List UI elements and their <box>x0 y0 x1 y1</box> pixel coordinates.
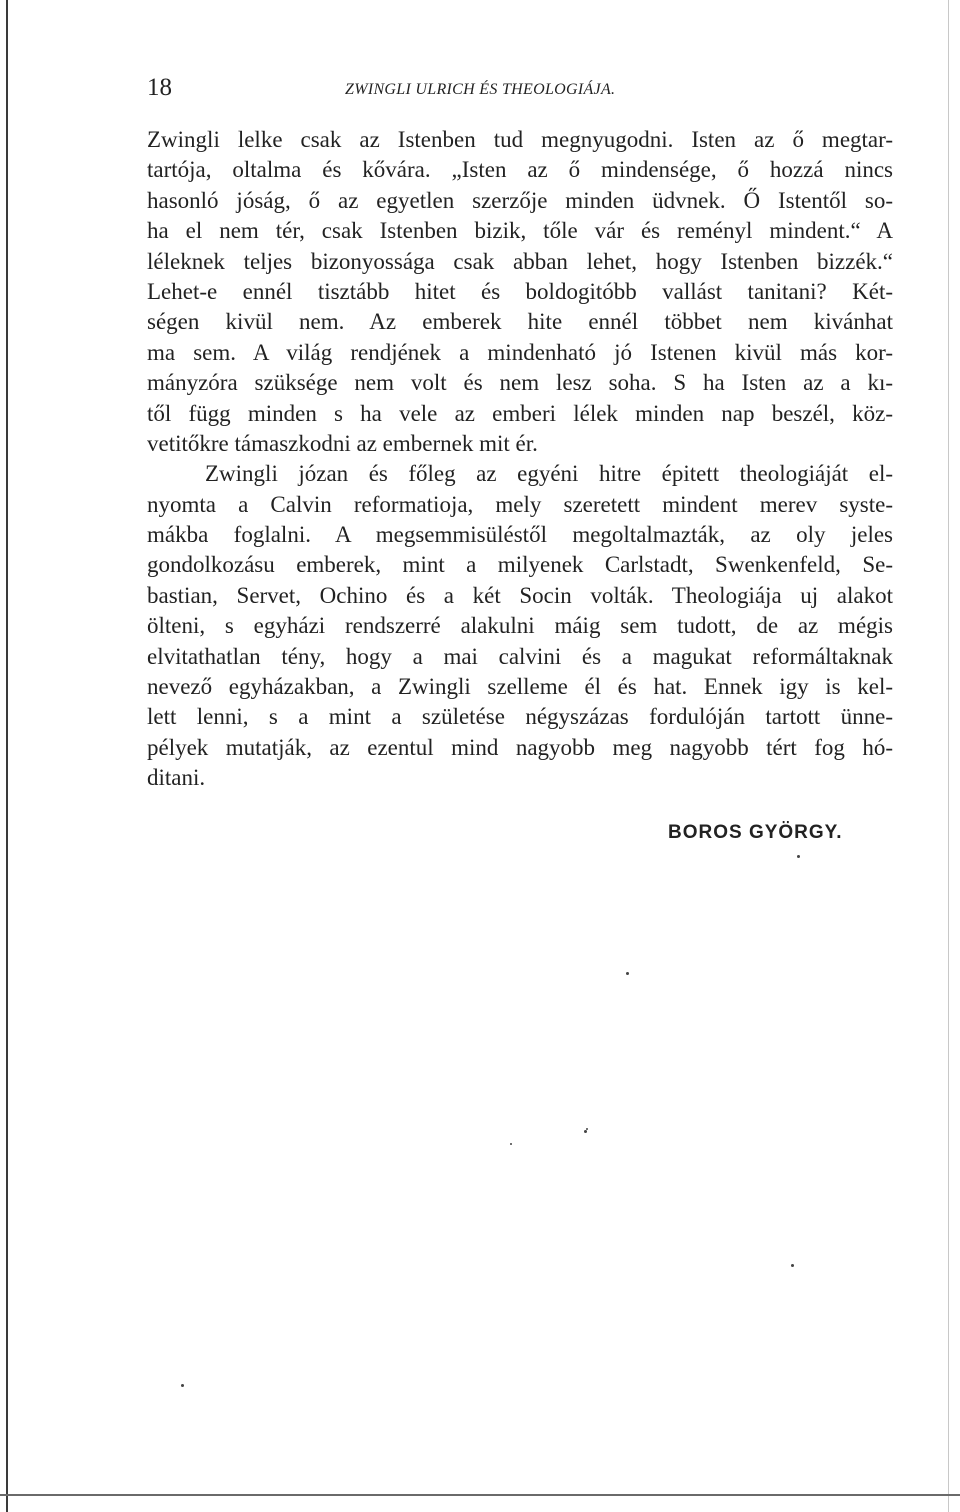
text-line: elvitathatlan tény, hogy a mai calvini és a magukat reformáltaknak <box>147 643 893 669</box>
text-line: tartója, oltalma és kővára. „Isten az ő mindensége, ő hozzá nincs <box>147 157 893 183</box>
text-line: Lehet-e ennél tisztább hitet és boldogitóbb vallást tanitani? Két- <box>147 278 893 304</box>
text-line: nyomta a Calvin reformatioja, mely szeretett mindent merev syste- <box>147 491 893 517</box>
page-number: 18 <box>147 74 172 101</box>
text-line: Zwingli józan és főleg az egyéni hitre épitett theologiáját el- <box>205 461 893 487</box>
scan-speck <box>584 1130 587 1133</box>
text-line: vetitőkre támaszkodni az embernek mit ér. <box>147 430 538 456</box>
text-line: ha el nem tér, csak Istenben bizik, tőle vár és reményl mindent.“ A <box>147 218 893 244</box>
text-line: lett lenni, s a mint a születése négyszázas fordulóján tartott ünne- <box>147 704 893 730</box>
scan-speck <box>626 972 629 975</box>
scan-speck <box>797 855 800 858</box>
text-line: mákba foglalni. A megsemmisüléstől megoltalmazták, az oly jeles <box>147 522 893 548</box>
text-line: mányzóra szüksége nem volt és nem lesz soha. S ha Isten az a kı- <box>147 370 893 396</box>
text-line: ségen kivül nem. Az emberek hite ennél többet nem kivánhat <box>147 309 893 335</box>
author-signature: BOROS GYÖRGY. <box>668 822 843 843</box>
scan-speck <box>791 1264 794 1267</box>
scan-speck <box>510 1143 512 1145</box>
body-text <box>147 125 893 794</box>
scan-speck <box>181 1384 184 1387</box>
scan-speck <box>586 1128 588 1130</box>
text-line: gondolkozásu emberek, mint a milyenek Carlstadt, Swenkenfeld, Se- <box>147 552 893 578</box>
text-line: ölteni, s egyházi rendszerré alakulni máig sem tudott, de az mégis <box>147 613 893 639</box>
text-line: Zwingli lelke csak az Istenben tud megnyugodni. Isten az ő megtar- <box>147 127 893 152</box>
text-line: hasonló jóság, ő az egyetlen szerzője minden üdvnek. Ő Istentől so- <box>147 187 893 213</box>
text-line: ma sem. A világ rendjének a mindenható jó Istenen kivül más kor- <box>147 339 893 365</box>
text-line: ditani. <box>147 765 206 791</box>
page-header <box>147 72 893 108</box>
text-line: léleknek teljes bizonyossága csak abban lehet, hogy Istenben bizzék.“ <box>147 248 893 274</box>
scan-edge-left <box>6 0 8 1512</box>
text-line: nevező egyházakban, a Zwingli szelleme él és hat. Ennek igy is kel- <box>147 674 893 700</box>
scan-edge-right <box>948 0 949 1512</box>
text-line: bastian, Servet, Ochino és a két Socin volták. Theologiája uj alakot <box>147 582 893 608</box>
running-head: ZWINGLI ULRICH ÉS THEOLOGIÁJA. <box>345 81 616 98</box>
text-line: től függ minden s ha vele az emberi lélek minden nap beszél, köz- <box>147 400 893 426</box>
text-line: pélyek mutatják, az ezentul mind nagyobb meg nagyobb tért fog hó- <box>147 734 893 760</box>
scan-edge-bottom <box>0 1494 960 1496</box>
